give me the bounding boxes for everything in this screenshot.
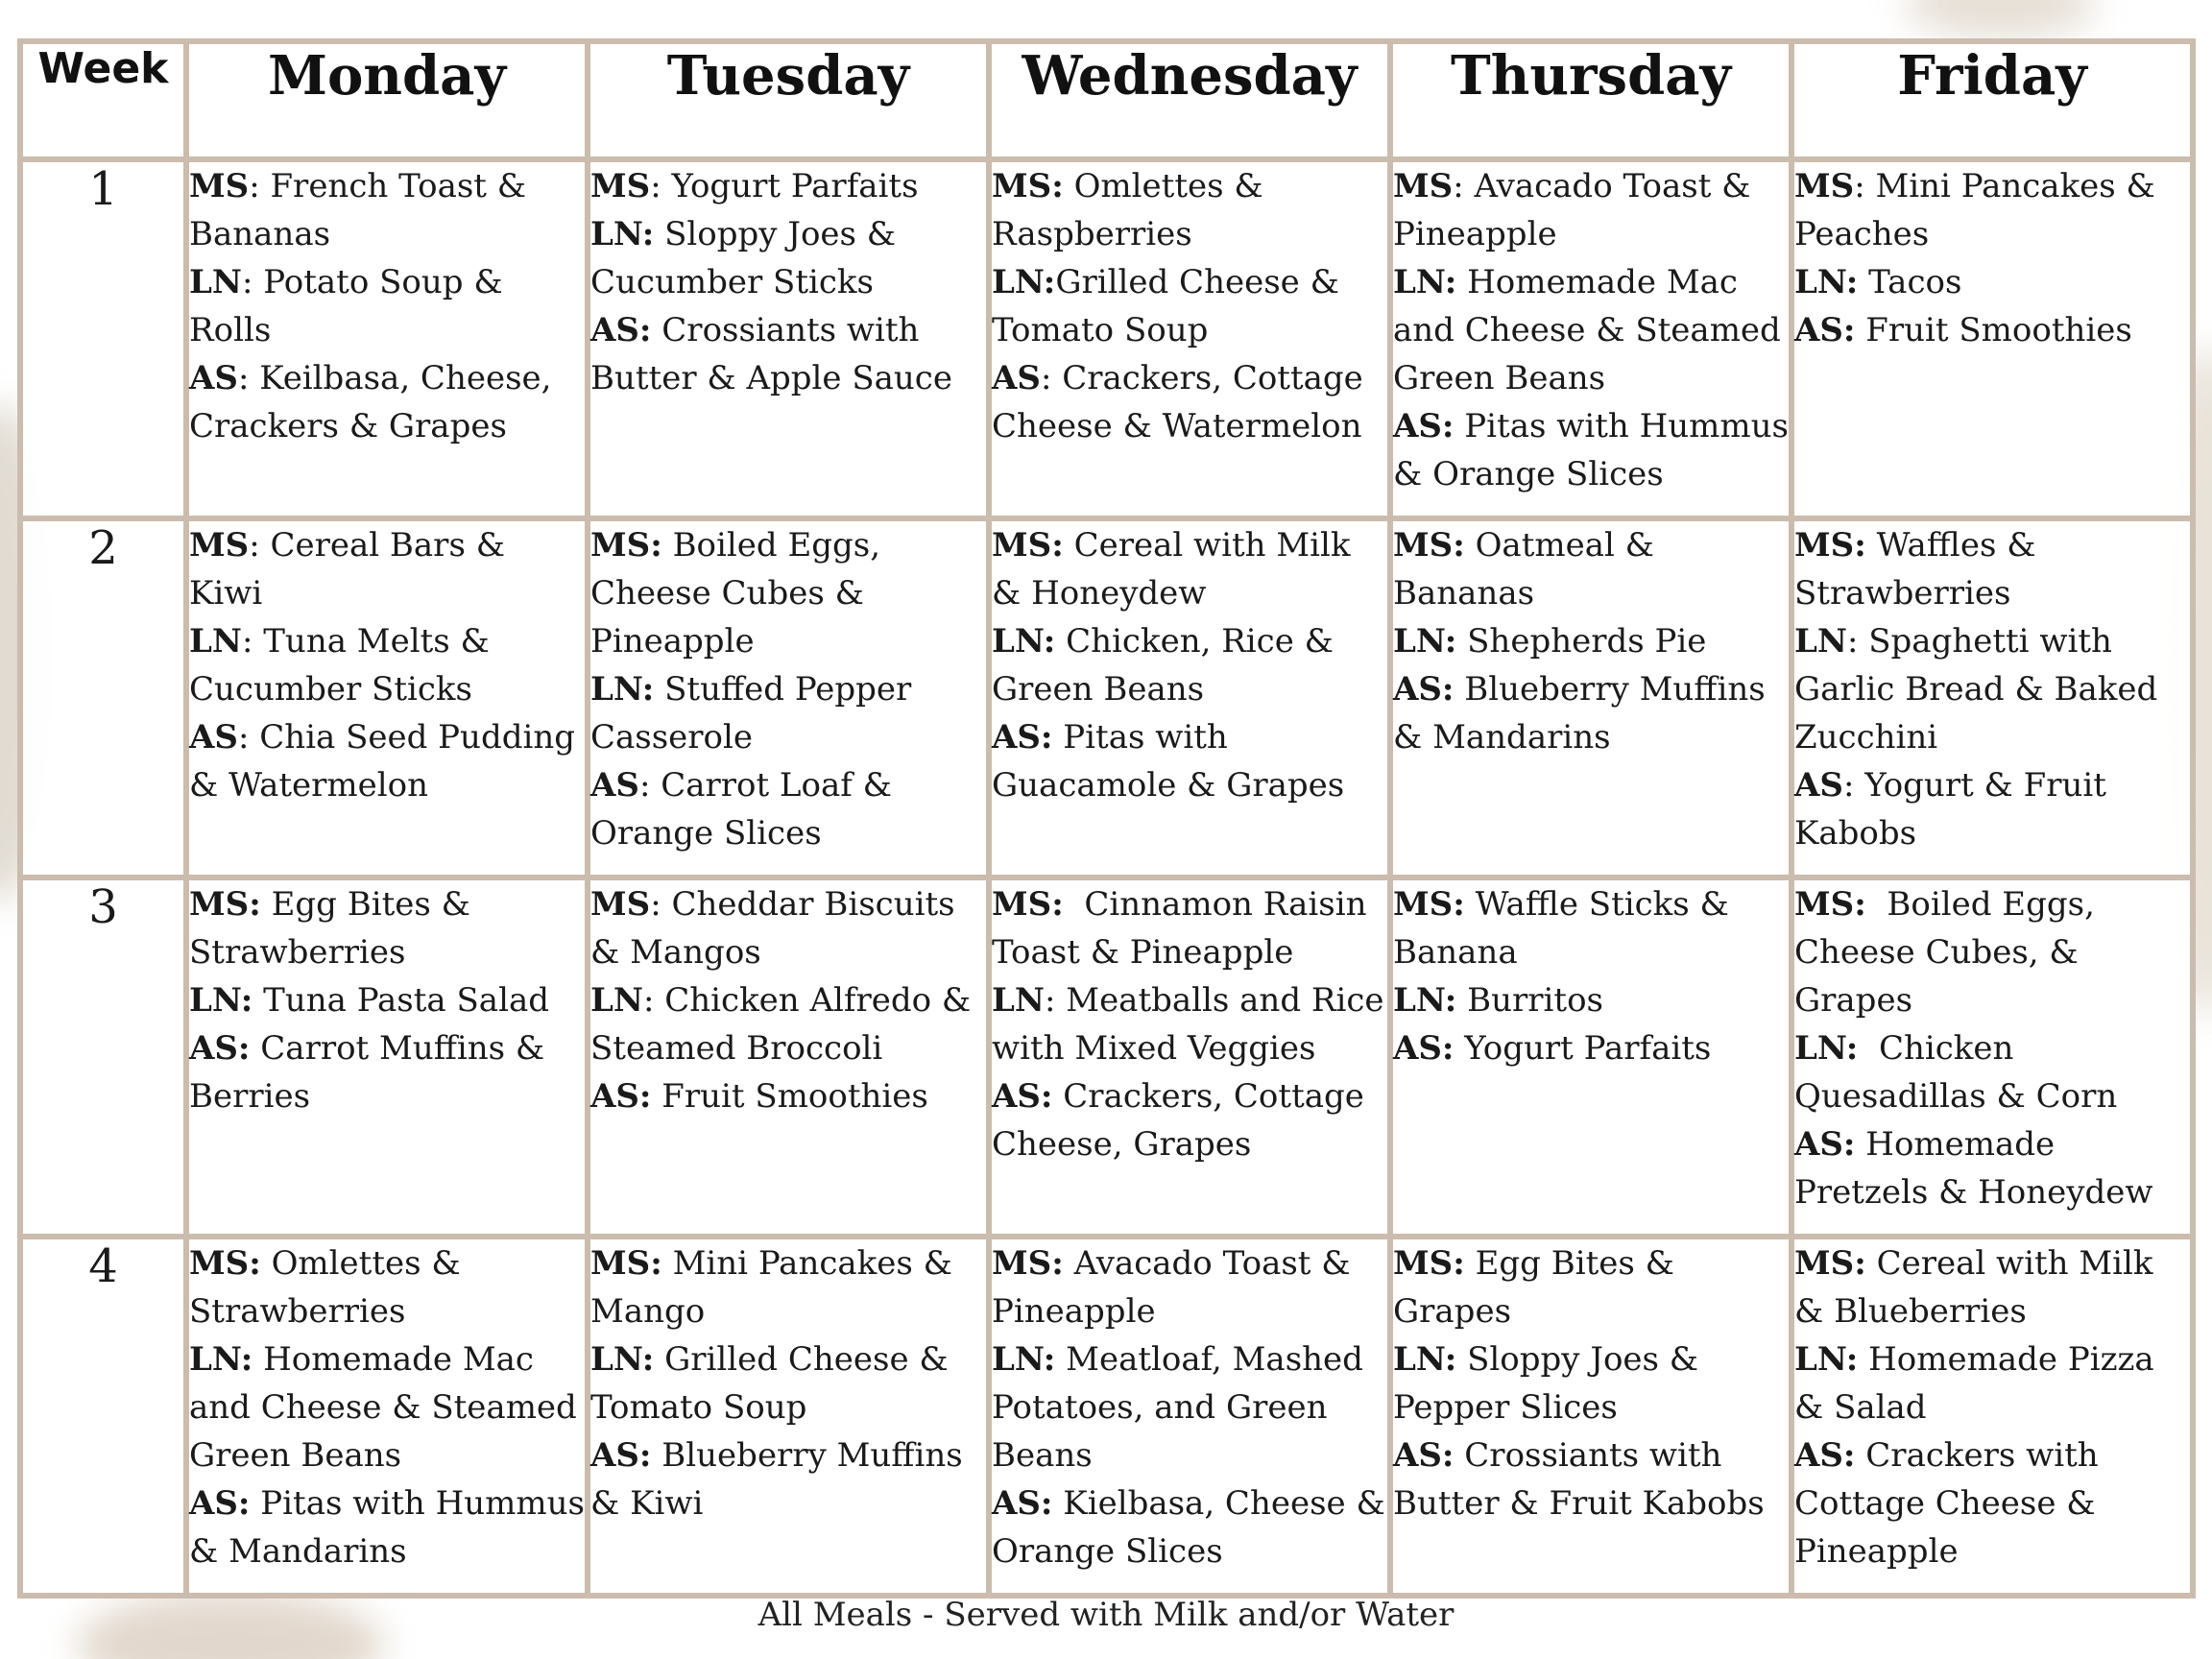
meal-entry — [1393, 1024, 1789, 1072]
meal-separator: : — [1044, 981, 1067, 1020]
meal-cell-wednesday — [989, 878, 1390, 1237]
meal-cell-wednesday — [989, 1237, 1390, 1596]
week-number: 4 — [20, 1237, 186, 1596]
meal-entry — [590, 306, 986, 402]
meal-description: Egg Bites & Grapes — [1393, 1244, 1674, 1331]
meal-separator — [1855, 1436, 1865, 1475]
meal-separator — [662, 526, 673, 565]
meal-code: LN: — [590, 1340, 655, 1379]
meal-code: AS: — [1393, 670, 1455, 709]
meal-description: Grilled Cheese & Tomato Soup — [590, 1340, 949, 1427]
meal-code: LN — [590, 981, 643, 1020]
meal-separator: : — [650, 885, 672, 924]
meal-separator — [1456, 981, 1467, 1020]
meal-separator: : — [1854, 167, 1876, 205]
meal-entry — [1794, 761, 2190, 857]
meal-separator — [1454, 1436, 1464, 1475]
meal-separator — [250, 1029, 260, 1068]
meal-cell-tuesday — [588, 518, 989, 878]
meal-entry — [992, 521, 1387, 617]
meal-entry — [189, 976, 585, 1024]
meal-description: Stuffed Pepper Casserole — [590, 670, 912, 757]
meal-description: Tuna Pasta Salad — [263, 981, 549, 1020]
meal-entry — [992, 713, 1387, 809]
meal-code: AS — [189, 359, 238, 397]
meal-cell-wednesday — [989, 159, 1390, 518]
meal-cell-thursday — [1390, 1237, 1791, 1596]
meal-entry — [992, 1072, 1387, 1168]
meal-entry — [189, 1335, 585, 1479]
meal-description: Homemade Mac and Cheese & Steamed Green Beans — [1393, 263, 1781, 397]
meal-separator — [1465, 885, 1476, 924]
meal-entry — [1393, 976, 1789, 1024]
meal-separator — [1465, 1244, 1476, 1283]
meal-description: Oatmeal & Bananas — [1393, 526, 1654, 613]
meal-code: AS: — [189, 1484, 251, 1523]
footer-note: All Meals - Served with Milk and/or Water — [757, 1596, 1455, 1634]
meal-description: Shepherds Pie — [1467, 622, 1707, 661]
meal-description: Boiled Eggs, Cheese Cubes & Pineapple — [590, 526, 881, 661]
meal-code: LN: — [1794, 1340, 1859, 1379]
meal-separator — [250, 1484, 260, 1523]
meal-separator: : — [241, 622, 264, 661]
meal-code: AS: — [1794, 1436, 1856, 1475]
meal-code: MS: — [992, 885, 1064, 924]
meal-description: Boiled Eggs, Cheese Cubes, & Grapes — [1794, 885, 2095, 1020]
meal-entry — [189, 354, 585, 450]
meal-entry — [1393, 665, 1789, 761]
meal-code: AS: — [992, 1484, 1053, 1523]
watercolor-decoration — [1905, 0, 2097, 38]
meal-description: Blueberry Muffins & Mandarins — [1393, 670, 1766, 757]
meal-separator — [654, 215, 664, 253]
meal-code: LN: — [992, 1340, 1056, 1379]
meal-code: MS: — [590, 1244, 662, 1283]
meal-entry — [189, 1479, 585, 1575]
meal-code: MS: — [992, 526, 1064, 565]
meal-entry — [1794, 521, 2190, 617]
meal-separator: : — [1846, 622, 1869, 661]
meal-entry — [1794, 306, 2190, 354]
meal-entry — [1794, 1239, 2190, 1335]
meal-description: Cinnamon Raisin Toast & Pineapple — [992, 885, 1367, 972]
meal-entry — [1393, 402, 1789, 498]
meal-description: Pitas with Hummus & Orange Slices — [1393, 407, 1789, 493]
meal-separator — [662, 1244, 673, 1283]
meal-description: Fruit Smoothies — [661, 1077, 928, 1116]
meal-separator — [1454, 1029, 1464, 1068]
meal-entry — [590, 210, 986, 306]
meal-description: Mini Pancakes & Mango — [590, 1244, 952, 1331]
meal-separator — [1456, 263, 1467, 301]
meal-separator — [1064, 167, 1074, 205]
meal-separator: : — [241, 263, 264, 301]
meal-entry — [992, 880, 1387, 976]
meal-separator — [1064, 526, 1074, 565]
meal-description: French Toast & Bananas — [189, 167, 527, 253]
meal-code: LN: — [189, 1340, 253, 1379]
meal-code: MS — [189, 526, 250, 565]
meal-cell-monday — [186, 878, 588, 1237]
meal-separator — [651, 1436, 661, 1475]
meal-description: Chicken, Rice & Green Beans — [992, 622, 1334, 709]
meal-description: Meatloaf, Mashed Potatoes, and Green Beans — [992, 1340, 1363, 1475]
meal-code: LN: — [1393, 981, 1457, 1020]
meal-entry — [1794, 1431, 2190, 1575]
meal-description: Crackers with Cottage Cheese & Pineapple — [1794, 1436, 2099, 1571]
day-header-thursday: Thursday — [1390, 41, 1791, 159]
meal-separator — [1454, 670, 1464, 709]
meal-description: Meatballs and Rice with Mixed Veggies — [992, 981, 1384, 1068]
meal-separator: : — [1040, 359, 1063, 397]
meal-code: MS: — [590, 526, 662, 565]
meal-description: Chia Seed Pudding & Watermelon — [189, 718, 576, 805]
meal-separator: : — [642, 981, 665, 1020]
meal-entry — [1393, 617, 1789, 665]
meal-entry — [992, 1335, 1387, 1479]
meal-code: AS — [590, 766, 639, 805]
meal-description: Waffles & Strawberries — [1794, 526, 2036, 613]
meal-code: AS: — [992, 718, 1053, 757]
meal-code: AS: — [1794, 1125, 1856, 1164]
meal-code: MS — [189, 167, 250, 205]
meal-separator — [1465, 526, 1476, 565]
meal-code: MS: — [1393, 1244, 1465, 1283]
meal-code: LN — [189, 622, 242, 661]
meal-code: LN: — [1393, 622, 1457, 661]
meal-code: MS — [1794, 167, 1855, 205]
meal-entry — [1393, 1335, 1789, 1431]
meal-description: Yogurt Parfaits — [671, 167, 919, 205]
meal-separator — [1855, 311, 1865, 349]
meal-entry — [590, 1072, 986, 1120]
day-header-friday: Friday — [1791, 41, 2193, 159]
meal-entry — [590, 1239, 986, 1335]
meal-description: Omlettes & Strawberries — [189, 1244, 461, 1331]
meal-separator — [252, 981, 263, 1020]
meal-entry — [189, 880, 585, 976]
meal-separator — [654, 1340, 664, 1379]
meal-separator — [261, 1244, 272, 1283]
meal-description: Spaghetti with Garlic Bread & Baked Zucchini — [1794, 622, 2158, 757]
meal-code: LN — [189, 263, 242, 301]
meal-entry — [992, 162, 1387, 258]
meal-cell-monday — [186, 1237, 588, 1596]
meal-entry — [992, 1479, 1387, 1575]
meal-entry — [189, 1239, 585, 1335]
meal-separator — [1855, 1125, 1865, 1164]
meal-code: MS: — [1794, 885, 1866, 924]
meal-entry — [1794, 162, 2190, 258]
meal-code: MS: — [1393, 885, 1465, 924]
meal-description: Avacado Toast & Pineapple — [992, 1244, 1351, 1331]
meal-entry — [992, 354, 1387, 450]
meal-description: Tacos — [1868, 263, 1962, 301]
meal-entry — [189, 162, 585, 258]
meal-code: AS: — [590, 311, 652, 349]
meal-code: AS — [992, 359, 1041, 397]
meal-entry — [189, 617, 585, 713]
meal-description: Homemade Pretzels & Honeydew — [1794, 1125, 2153, 1212]
meal-schedule-table — [17, 38, 2196, 1599]
meal-cell-friday — [1791, 518, 2193, 878]
meal-separator — [1866, 526, 1877, 565]
meal-separator — [1064, 1244, 1074, 1283]
meal-separator — [1858, 1029, 1879, 1068]
meal-description: Sloppy Joes & Pepper Slices — [1393, 1340, 1699, 1427]
meal-code: LN: — [1393, 263, 1457, 301]
week-column-header: Week — [20, 41, 186, 159]
meal-code: LN — [1794, 622, 1847, 661]
day-header-wednesday: Wednesday — [989, 41, 1390, 159]
meal-description: Waffle Sticks & Banana — [1393, 885, 1729, 972]
meal-entry — [590, 1431, 986, 1527]
meal-code: LN — [992, 981, 1045, 1020]
meal-code: AS — [189, 718, 238, 757]
meal-separator: : — [249, 167, 271, 205]
meal-entry — [1393, 162, 1789, 258]
week-row — [20, 878, 2193, 1237]
week-number: 2 — [20, 518, 186, 878]
meal-description: Homemade Pizza & Salad — [1794, 1340, 2154, 1427]
meal-description: Chicken Alfredo & Steamed Broccoli — [590, 981, 972, 1068]
meal-entry — [590, 162, 986, 210]
meal-cell-tuesday — [588, 1237, 989, 1596]
meal-description: Crackers, Cottage Cheese, Grapes — [992, 1077, 1364, 1164]
meal-code: AS: — [1393, 407, 1455, 445]
meal-description: Sloppy Joes & Cucumber Sticks — [590, 215, 897, 301]
meal-description: Cheddar Biscuits & Mangos — [590, 885, 955, 972]
meal-code: LN: — [992, 263, 1056, 301]
day-header-monday: Monday — [186, 41, 588, 159]
meal-code: LN: — [590, 215, 655, 253]
meal-entry — [189, 521, 585, 617]
meal-entry — [1794, 1024, 2190, 1120]
meal-description: Tuna Melts & Cucumber Sticks — [189, 622, 490, 709]
meal-cell-wednesday — [989, 518, 1390, 878]
meal-description: Fruit Smoothies — [1865, 311, 2132, 349]
meal-code: AS: — [1393, 1436, 1455, 1475]
meal-description: Egg Bites & Strawberries — [189, 885, 470, 972]
week-number: 1 — [20, 159, 186, 518]
meal-entry — [590, 880, 986, 976]
meal-description: Pitas with Hummus & Mandarins — [189, 1484, 585, 1571]
meal-cell-thursday — [1390, 518, 1791, 878]
meal-code: MS: — [1794, 526, 1866, 565]
meal-separator — [1052, 718, 1063, 757]
meal-separator: : — [237, 718, 260, 757]
meal-entry — [1794, 1120, 2190, 1216]
meal-code: MS — [1393, 167, 1454, 205]
meal-cell-tuesday — [588, 878, 989, 1237]
meal-code: AS: — [189, 1029, 251, 1068]
meal-separator — [1454, 407, 1464, 445]
meal-entry — [590, 976, 986, 1072]
meal-separator — [1052, 1077, 1063, 1116]
meal-cell-friday — [1791, 878, 2193, 1237]
meal-description: Avacado Toast & Pineapple — [1393, 167, 1751, 253]
meal-code: AS: — [992, 1077, 1053, 1116]
meal-description: Potato Soup & Rolls — [189, 263, 503, 349]
meal-separator: : — [1842, 766, 1865, 805]
meal-separator — [1055, 622, 1066, 661]
meal-code: LN: — [1393, 1340, 1457, 1379]
meal-separator — [1064, 885, 1085, 924]
meal-entry — [1393, 1239, 1789, 1335]
meal-code: AS: — [1794, 311, 1856, 349]
meal-code: MS: — [992, 1244, 1064, 1283]
meal-description: Yogurt Parfaits — [1464, 1029, 1712, 1068]
meal-entry — [992, 1239, 1387, 1335]
meal-description: Carrot Loaf & Orange Slices — [590, 766, 892, 853]
meal-entry — [1794, 258, 2190, 306]
meal-entry — [189, 1024, 585, 1120]
meal-description: Mini Pancakes & Peaches — [1794, 167, 2155, 253]
meal-description: Crossiants with Butter & Apple Sauce — [590, 311, 952, 397]
meal-code: AS: — [590, 1436, 652, 1475]
meal-separator — [1866, 1244, 1877, 1283]
meal-entry — [590, 521, 986, 665]
meal-entry — [992, 617, 1387, 713]
meal-cell-friday — [1791, 1237, 2193, 1596]
week-row — [20, 518, 2193, 878]
meal-description: Pitas with Guacamole & Grapes — [992, 718, 1345, 805]
meal-separator: : — [1453, 167, 1475, 205]
meal-description: Cereal with Milk & Honeydew — [992, 526, 1351, 613]
meal-separator — [651, 311, 661, 349]
meal-code: AS: — [1393, 1029, 1455, 1068]
day-header-tuesday: Tuesday — [588, 41, 989, 159]
meal-code: MS: — [992, 167, 1064, 205]
header-row — [20, 41, 2193, 159]
meal-code: LN: — [1794, 1029, 1859, 1068]
meal-separator — [1052, 1484, 1063, 1523]
meal-description: Chicken Quesadillas & Corn — [1794, 1029, 2118, 1116]
meal-code: LN: — [992, 622, 1056, 661]
meal-description: Yogurt & Fruit Kabobs — [1794, 766, 2106, 853]
meal-entry — [1393, 521, 1789, 617]
meal-description: Crossiants with Butter & Fruit Kabobs — [1393, 1436, 1765, 1523]
meal-cell-monday — [186, 159, 588, 518]
meal-description: Crackers, Cottage Cheese & Watermelon — [992, 359, 1363, 445]
meal-separator — [1456, 622, 1467, 661]
meal-code: MS: — [189, 1244, 261, 1283]
meal-code: MS — [590, 167, 651, 205]
meal-entry — [590, 761, 986, 857]
meal-description: Carrot Muffins & Berries — [189, 1029, 545, 1116]
meal-description: Blueberry Muffins & Kiwi — [590, 1436, 963, 1523]
meal-entry — [1393, 258, 1789, 402]
meal-entry — [590, 665, 986, 761]
meal-entry — [189, 258, 585, 354]
meal-code: MS — [590, 885, 651, 924]
meal-code: AS — [1794, 766, 1843, 805]
meal-description: Cereal Bars & Kiwi — [189, 526, 505, 613]
week-number: 3 — [20, 878, 186, 1237]
meal-entry — [1794, 880, 2190, 1024]
meal-description: Burritos — [1467, 981, 1603, 1020]
meal-entry — [1393, 880, 1789, 976]
meal-code: LN: — [590, 670, 655, 709]
meal-description: Omlettes & Raspberries — [992, 167, 1263, 253]
meal-cell-thursday — [1390, 159, 1791, 518]
meal-code: LN: — [1794, 263, 1859, 301]
meal-description: Keilbasa, Cheese, Crackers & Grapes — [189, 359, 552, 445]
week-row — [20, 1237, 2193, 1596]
meal-code: MS: — [189, 885, 261, 924]
meal-separator — [1858, 1340, 1868, 1379]
meal-code: AS: — [590, 1077, 652, 1116]
meal-cell-monday — [186, 518, 588, 878]
meal-separator: : — [237, 359, 260, 397]
meal-cell-tuesday — [588, 159, 989, 518]
meal-description: Homemade Mac and Cheese & Steamed Green Beans — [189, 1340, 577, 1475]
meal-separator — [1858, 263, 1868, 301]
meal-separator — [252, 1340, 263, 1379]
meal-entry — [590, 1335, 986, 1431]
meal-description: Kielbasa, Cheese & Orange Slices — [992, 1484, 1385, 1571]
meal-separator: : — [249, 526, 271, 565]
meal-entry — [992, 976, 1387, 1072]
meal-entry — [189, 713, 585, 809]
meal-cell-friday — [1791, 159, 2193, 518]
meal-separator — [654, 670, 664, 709]
meal-entry — [1393, 1431, 1789, 1527]
week-row — [20, 159, 2193, 518]
meal-entry — [992, 258, 1387, 354]
meal-entry — [1794, 1335, 2190, 1431]
meal-separator — [1456, 1340, 1467, 1379]
meal-separator — [1055, 1340, 1066, 1379]
meal-description: Grilled Cheese & Tomato Soup — [992, 263, 1339, 349]
meal-code: LN: — [189, 981, 253, 1020]
meal-description: Cereal with Milk & Blueberries — [1794, 1244, 2153, 1331]
meal-separator: : — [638, 766, 661, 805]
meal-separator — [261, 885, 272, 924]
meal-code: MS: — [1393, 526, 1465, 565]
meal-separator: : — [650, 167, 672, 205]
meal-code: MS: — [1794, 1244, 1866, 1283]
meal-separator — [1866, 885, 1887, 924]
meal-separator — [651, 1077, 661, 1116]
meal-entry — [1794, 617, 2190, 761]
meal-cell-thursday — [1390, 878, 1791, 1237]
